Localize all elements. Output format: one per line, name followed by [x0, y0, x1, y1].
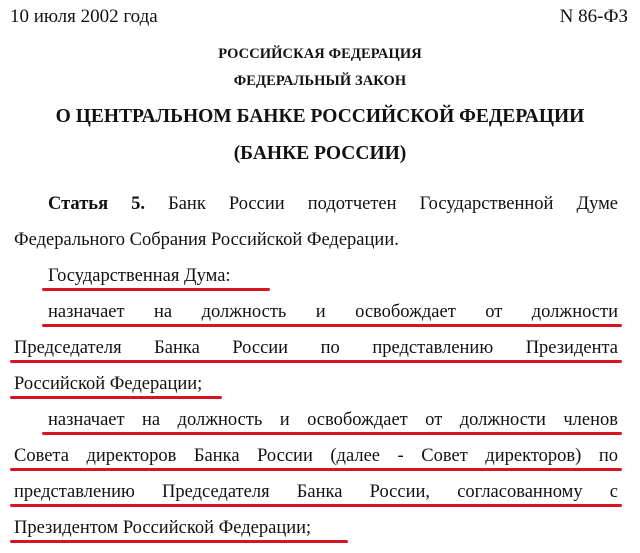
article-line-7: назначает на должность и освобождает от должности членов	[48, 410, 618, 430]
highlight-underline	[42, 432, 622, 435]
article-line-4: назначает на должность и освобождает от должности	[48, 302, 618, 322]
highlight-underline	[10, 360, 622, 363]
article-label: Статья 5.	[48, 194, 146, 214]
highlight-underline	[42, 324, 622, 327]
article-line-6: Российской Федерации;	[14, 374, 203, 394]
law-type-heading: ФЕДЕРАЛЬНЫЙ ЗАКОН	[233, 73, 407, 89]
article-line-10: Президентом Российской Федерации;	[14, 518, 312, 538]
article-line-3: Государственная Дума:	[48, 266, 231, 286]
highlight-underline	[10, 396, 222, 399]
article-line-1	[48, 192, 618, 216]
document-header	[10, 6, 628, 32]
law-title: О ЦЕНТРАЛЬНОМ БАНКЕ РОССИЙСКОЙ ФЕДЕРАЦИИ	[55, 106, 585, 127]
law-date: 10 июля 2002 года	[10, 6, 158, 27]
article-line-8: Совета директоров Банка России (далее - Совет директоров) по	[14, 446, 618, 466]
article-text-1: Банк России подотчетен Государственной Думе	[168, 194, 618, 214]
highlight-underline	[42, 288, 270, 291]
article-line-9: представлению Председателя Банка России, согласованному с	[14, 482, 618, 502]
highlight-underline	[10, 468, 622, 471]
article-line-5: Председателя Банка России по представлению Президента	[14, 338, 618, 358]
highlight-underline	[10, 504, 622, 507]
federation-heading: РОССИЙСКАЯ ФЕДЕРАЦИЯ	[218, 46, 422, 62]
law-subtitle: (БАНКЕ РОССИИ)	[233, 143, 407, 164]
law-number: N 86-ФЗ	[559, 6, 628, 27]
highlight-underline	[10, 540, 348, 543]
article-line-2: Федерального Собрания Российской Федерации.	[14, 230, 399, 250]
